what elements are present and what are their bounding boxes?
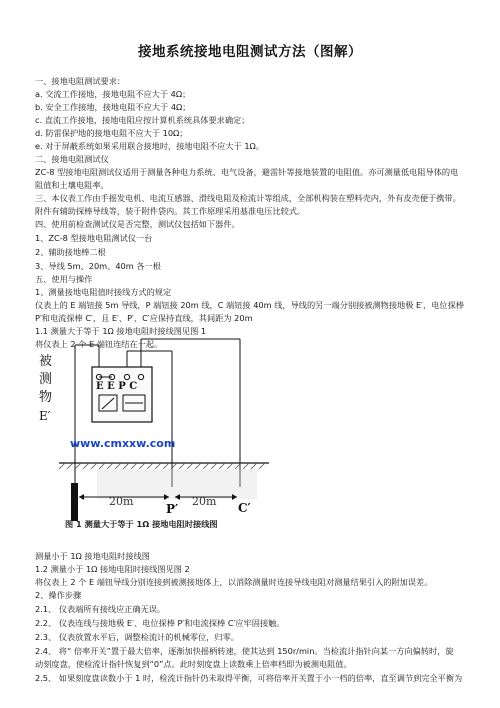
text-line: 将仪表上 2 个 E 端钮连结在一起。 bbox=[35, 339, 163, 349]
text-line: P′和电流探棒 C′，且 E′、P′、C′应保持直线，其间距为 20m bbox=[35, 313, 253, 323]
text-line: 1.2 测量小于 1Ω 接地电阻时接线图见图 2 bbox=[35, 564, 190, 574]
probe-label-p: P′ bbox=[166, 502, 179, 516]
object-label-char: E′ bbox=[39, 409, 51, 423]
object-label-char: 物 bbox=[39, 390, 53, 405]
text-line: 2.2、 仪表连线与接地极 E′、电位探棒 P′和电流探棒 C′应牢固接触。 bbox=[35, 618, 285, 628]
object-label-char: 测 bbox=[39, 372, 53, 387]
text-line: 阻值和土壤电阻率。 bbox=[35, 180, 109, 190]
text-line: 2.3、 仪表放置水平后，调整检流计的机械零位，归零。 bbox=[35, 632, 239, 642]
text-line: 2.5、 如果刻度盘读数小于 1 时，检流计指针仍未取得平衡，可将倍率开关置于小一档的倍率，直至调节到完全平衡为 bbox=[35, 673, 463, 683]
page-title: 接地系统接地电阻测试方法（图解） bbox=[138, 44, 362, 60]
text-line: b. 安全工作接地，接地电阻不应大于 4Ω； bbox=[35, 102, 191, 112]
text-line: 仪表上的 E 端钮接 5m 导线，P 端钮接 20m 线，C 端钮接 40m 线，导线的另一端分别接被测物接地极 E′，电位探棒 bbox=[35, 300, 464, 310]
wiring-diagram-svg bbox=[35, 337, 295, 537]
text-line: 3、导线 5m、20m、40m 各一根 bbox=[35, 261, 161, 271]
text-line: a. 交流工作接地，接地电阻不应大于 4Ω； bbox=[35, 89, 191, 99]
text-line: 测量小于 1Ω 接地电阻时接线图 bbox=[35, 551, 150, 561]
text-line: 2.1、 仪表端所有接线应正确无误。 bbox=[35, 604, 166, 614]
distance-label-2: 20m bbox=[192, 495, 217, 508]
text-line: 1、ZC-8 型接地电阻测试仪一台 bbox=[35, 233, 153, 243]
text-line: 五、使用与操作 bbox=[35, 274, 93, 284]
text-line: ZC-8 型接地电阻测试仪适用于测量各种电力系统、电气设备，避雷针等接地装置的电阻值。亦可测量低电阻导体的电 bbox=[35, 167, 459, 177]
probe-label-c: C′ bbox=[238, 501, 251, 515]
text-line: 1.1 测量大于等于 1Ω 接地电阻时接线图见图 1 bbox=[35, 326, 207, 336]
electrode-e-rod bbox=[71, 483, 78, 521]
text-line: d. 防雷保护地的接地电阻不应大于 10Ω； bbox=[35, 128, 188, 138]
text-line: 动刻度盘，使检流计指针恢复到“0”点。此时刻度盘上读数乘上倍率档即为被测电阻值。 bbox=[35, 659, 352, 669]
figure-caption: 图 1 测量大于等于 1Ω 接地电阻时接线图 bbox=[65, 519, 218, 529]
text-line: 2.4、 将“ 倍率开关”置于最大倍率，逐渐加快摇柄转速，使其达到 150r/min。当检流计指针向某一方向偏转时，旋 bbox=[35, 646, 454, 656]
wiring-diagram-figure-1 bbox=[35, 337, 295, 537]
text-line: 附件有辅助探棒导线等，装于附件袋内。其工作原理采用基准电压比较式。 bbox=[35, 206, 306, 216]
text-line: c. 直流工作接地，接地电阻应按计算机系统具体要求确定； bbox=[35, 115, 250, 125]
text-line: 2、辅助接地棒二根 bbox=[35, 247, 106, 257]
text-line: 四、使用前检查测试仪是否完整，测试仪包括如下器件。 bbox=[35, 219, 240, 229]
text-line: 将仪表上 2 个 E 端钮导线分别连接到被测接地体上，以消除测量时连接导线电阻对测量结果引入的附加误差。 bbox=[35, 577, 433, 587]
object-label-char: 被 bbox=[39, 354, 53, 369]
ground-hatch bbox=[59, 463, 265, 469]
text-line: 一、接地电阻测试要求： bbox=[35, 76, 126, 86]
text-line: 2、操作步骤 bbox=[35, 590, 82, 600]
text-line: 二、接地电阻测试仪 bbox=[35, 154, 109, 164]
text-line: e. 对于屏蔽系统如果采用联合接地时，接地电阻不应大于 1Ω。 bbox=[35, 141, 264, 151]
distance-label-1: 20m bbox=[109, 495, 134, 508]
text-line: 三、本仪表工作由手摇发电机、电流互感器、滑线电阻及检流计等组成，全部机构装在塑料壳内，外有皮壳便于携带。 bbox=[35, 193, 461, 203]
tester-terminal-labels: E E P C bbox=[96, 381, 138, 392]
text-line: 1、测量接地电阻值时接线方式的规定 bbox=[35, 287, 172, 297]
watermark-url: www.cmxxw.com bbox=[70, 437, 176, 450]
